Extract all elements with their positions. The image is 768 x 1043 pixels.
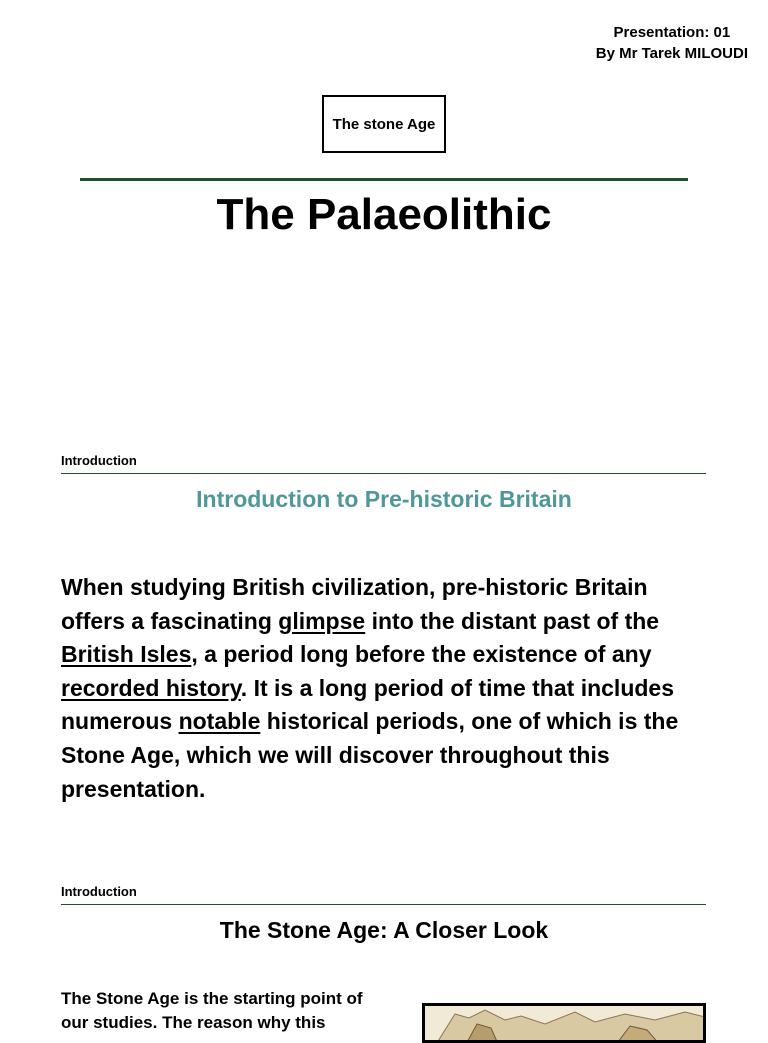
section-label-introduction: Introduction	[61, 453, 137, 468]
presentation-info	[596, 22, 748, 64]
illustration-sketch	[425, 1006, 706, 1043]
stone-age-paragraph: The Stone Age is the starting point of our studies. The reason why this	[61, 989, 363, 1032]
topic-box: The stone Age	[322, 95, 446, 153]
stone-age-illustration	[422, 1003, 706, 1043]
presentation-number: Presentation: 01	[613, 24, 731, 41]
keyword-recorded-history: recorded history	[61, 674, 241, 701]
section-divider-2	[61, 904, 706, 905]
section-label-introduction-2: Introduction	[61, 884, 137, 899]
intro-text-4: . It is a long period of time that includes numerous	[61, 674, 675, 735]
author-name: By Mr Tarek MILOUDI	[595, 45, 748, 62]
title-divider	[80, 178, 688, 181]
keyword-glimpse: glimpse	[278, 607, 366, 634]
intro-paragraph	[61, 571, 716, 806]
keyword-british-isles: British Isles	[61, 641, 192, 668]
section-divider	[61, 473, 706, 474]
intro-text-3: , a period long before the existence of any	[191, 641, 652, 668]
section-heading-stone-age: The Stone Age: A Closer Look	[219, 917, 549, 943]
keyword-notable: notable	[178, 708, 261, 735]
page-title: The Palaeolithic	[216, 190, 552, 239]
intro-text-5: historical periods, one of which is the Stone Age, which we will discover throughout this presentation.	[61, 708, 679, 802]
section-heading-prehistoric-britain: Introduction to Pre-historic Britain	[196, 486, 572, 512]
intro-text-1: When studying British civilization, pre-historic Britain offers a fascinating	[61, 574, 648, 634]
intro-text-2: into the distant past of the	[365, 607, 660, 634]
